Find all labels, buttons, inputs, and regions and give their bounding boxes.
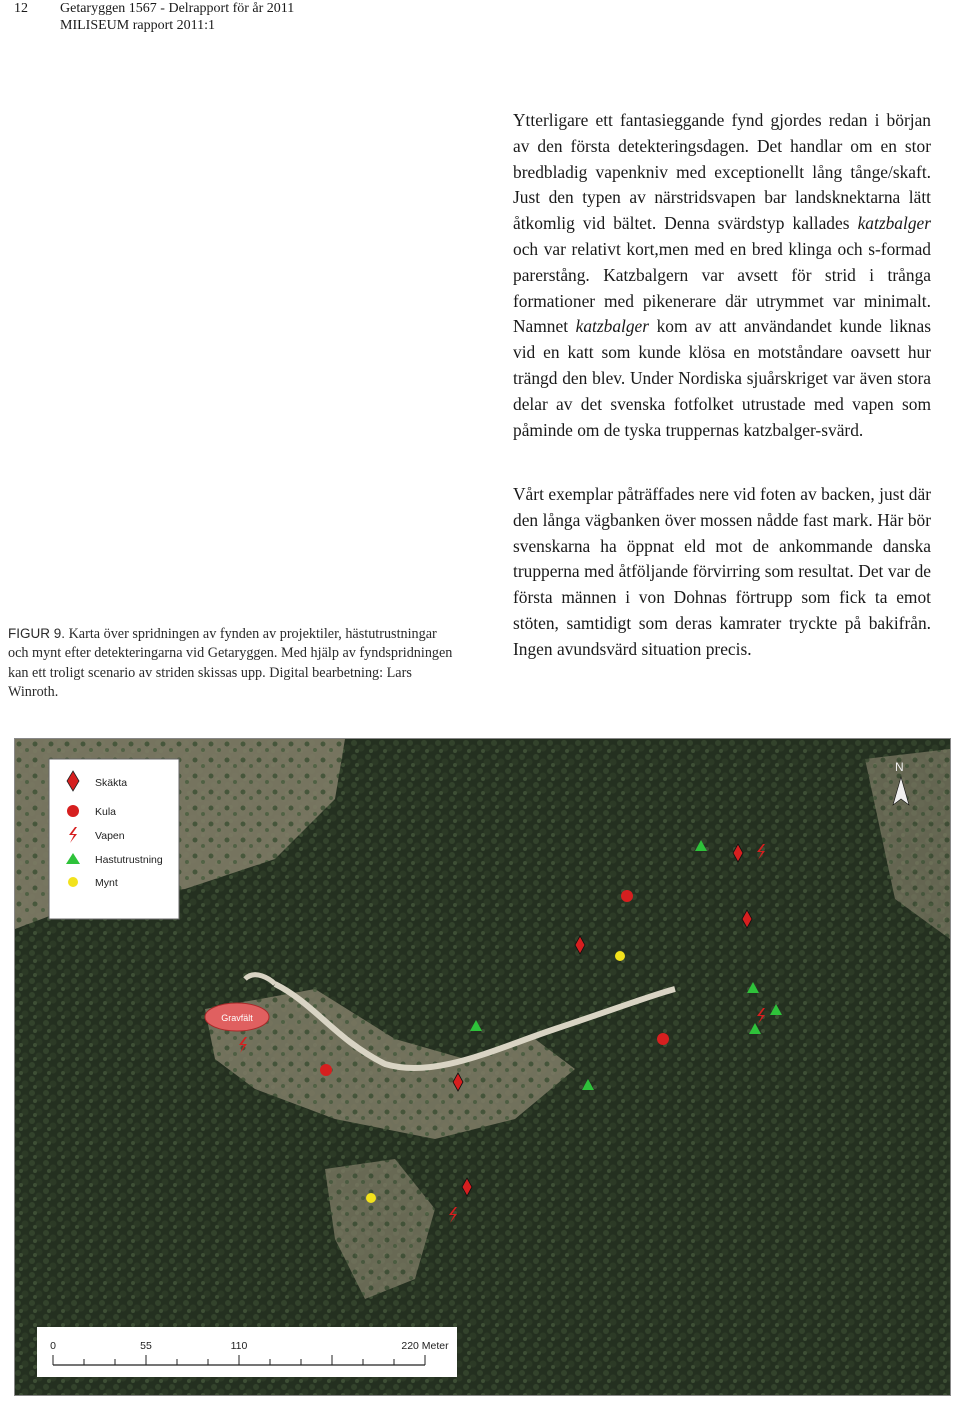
find-distribution-map [14,738,951,1396]
paragraph-text: Vårt exemplar påträffades nere vid foten av backen, just där den långa vägbanken över mossen nådde fast mark. Här bör svenskarna ha öppnat eld mot de ankommande danska trupperna med åtföljande förvirring som resultat. Det var de första männen i von Dohnas förtrupp som fick ta emot stöten, samtidigt som deras kamrater tryckte på bakifrån. Ingen avundsvärd situation precis. [513,484,931,659]
header-title: Getaryggen 1567 - Delrapport för år 2011 [60,1,295,16]
legend-label: Mynt [95,877,118,889]
scale-bar [37,1327,457,1377]
red-circle-icon [621,890,633,902]
header-subtitle: MILISEUM rapport 2011:1 [60,18,216,33]
body-paragraph-2 [513,482,931,663]
gravfalt-area [205,1003,269,1031]
body-paragraph-1 [513,108,931,443]
red-circle-icon [67,805,79,817]
red-circle-icon [657,1033,669,1045]
north-label: N [895,760,904,774]
figure-label: FIGUR 9. [8,626,66,641]
yellow-circle-icon [366,1193,376,1203]
paragraph-text [513,108,931,443]
legend-label: Hastutrustning [95,854,163,866]
text-run: Ytterligare ett fantasieggande fynd gjordes redan i början av den första detekteringsdagen. Det handlar om en stor bredbladig vapenkniv med exceptionellt lång tånge/skaft. Just den typen av närstridsvapen bar landsknektarna lätt åtkomlig vid bältet. Denna svärdstyp kallades [513,110,931,234]
scale-label: 55 [140,1340,152,1352]
text-run: och var relativt kort,men med en bred klinga och s-formad parerstång. Katzbalgern var avsett för strid i trånga formationer med pikenerare där utrymmet var minimalt. Namnet [513,238,931,337]
map-svg [15,739,950,1395]
scale-label: 110 [230,1340,248,1352]
figure-caption [8,624,453,703]
red-circle-icon [320,1064,332,1076]
text-run: kom av att användandet kunde liknas vid en katt som kunde klösa en motståndare oavsett hur trängd den blev. Under Nordiska sjuårskriget var även stora delar av det svenska fotfolket utrustade med vapen som påminde om de tyska truppernas katzbalger-svärd. [513,316,931,440]
italic-term: katzbalger [857,213,931,234]
legend-label: Skäkta [95,777,128,789]
scale-label: 0 [50,1340,56,1352]
scale-label: 220 Meter [401,1340,449,1352]
yellow-circle-icon [68,877,78,887]
legend-label: Kula [95,806,117,818]
legend-label: Vapen [95,830,125,842]
yellow-circle-icon [615,951,625,961]
figure-caption-text: Karta över spridningen av fynden av projektiler, hästutrustningar och mynt efter detekteringarna vid Getaryggen. Med hjälp av fyndspridningen kan ett troligt scenario av striden skissas upp. Digital bearbetning: Lars Winroth. [8,626,453,701]
area-label: Gravfält [221,1013,253,1023]
scale-bar-background [37,1327,457,1377]
page-number: 12 [14,1,28,16]
italic-term: katzbalger [575,316,650,337]
